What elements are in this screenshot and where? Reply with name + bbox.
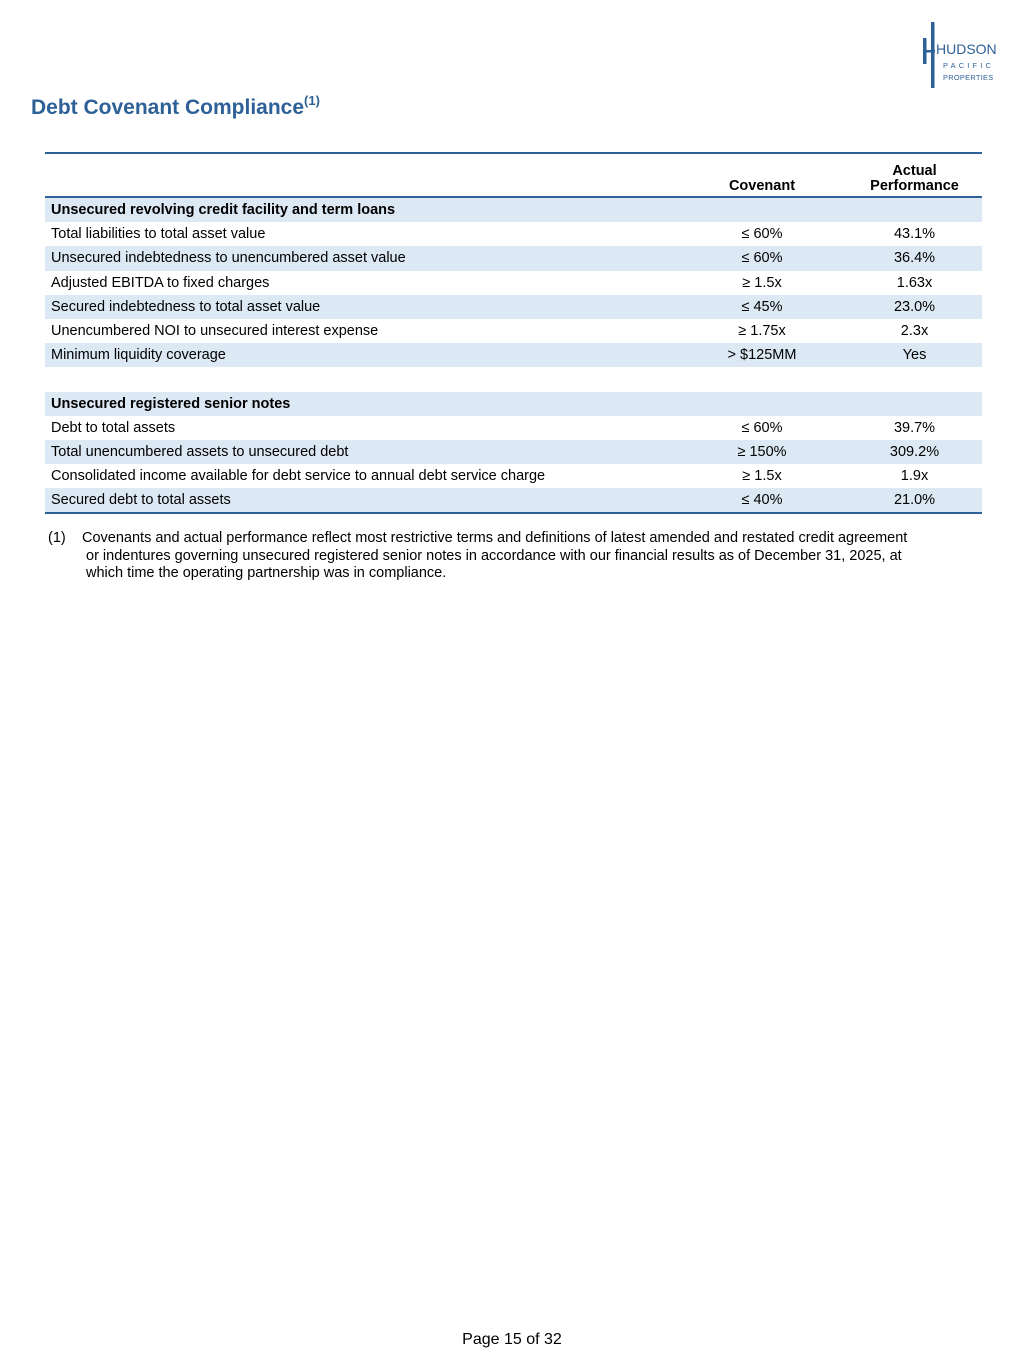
table-row: [45, 271, 982, 295]
spacer-row: [45, 367, 982, 391]
hudson-logo-mark: [914, 20, 1004, 90]
row-covenant: > $125MM: [677, 343, 847, 367]
footnote-line2: or indentures governing unsecured registered senior notes in accordance with our financial results as of December 31, 2025, at: [86, 547, 902, 564]
row-label: Unencumbered NOI to unsecured interest expense: [51, 323, 379, 340]
page-title-text: Debt Covenant Compliance: [31, 96, 305, 119]
row-label: Total liabilities to total asset value: [51, 226, 266, 243]
page-number: Page 15 of 32: [462, 1331, 562, 1348]
row-actual: 39.7%: [893, 419, 936, 436]
row-label: Adjusted EBITDA to fixed charges: [51, 274, 270, 291]
header-actual-line2: Performance: [870, 178, 959, 194]
header-actual-performance: [847, 154, 982, 197]
row-covenant: ≤ 40%: [677, 488, 847, 513]
table-row: [45, 246, 982, 270]
row-covenant: ≥ 1.5x: [742, 468, 782, 485]
table-row: [45, 440, 982, 464]
section-header-row: [45, 392, 982, 416]
row-actual: 1.9x: [900, 468, 929, 485]
row-actual: 21.0%: [847, 488, 982, 513]
row-covenant: ≥ 1.5x: [742, 274, 782, 291]
covenant-table: [45, 152, 982, 514]
footnote-line3: which time the operating partnership was in compliance.: [86, 565, 447, 581]
row-label: Unsecured indebtedness to unencumbered asset value: [45, 246, 677, 270]
row-actual: 23.0%: [847, 295, 982, 319]
row-covenant: ≥ 150%: [677, 440, 847, 464]
table-row: [45, 319, 982, 343]
footnote-number: (1): [48, 530, 66, 546]
company-logo: [914, 20, 1004, 90]
row-label: Consolidated income available for debt service to annual debt service charge: [51, 468, 546, 485]
row-label: Total unencumbered assets to unsecured debt: [45, 440, 677, 464]
row-actual: 2.3x: [900, 323, 929, 340]
table-header-row: [45, 154, 982, 197]
table-row: [45, 295, 982, 319]
logo-line2-text: PACIFIC: [943, 61, 995, 70]
row-actual: 36.4%: [847, 246, 982, 270]
footnote: [48, 530, 958, 583]
row-label: Secured debt to total assets: [45, 488, 677, 513]
row-covenant: ≤ 60%: [741, 226, 783, 243]
section-header-row: [45, 197, 982, 222]
section-title: Unsecured registered senior notes: [45, 392, 677, 416]
row-label: Debt to total assets: [51, 419, 176, 436]
header-label-cell: [45, 154, 677, 197]
row-actual: Yes: [847, 343, 982, 367]
logo-line3-text: PROPERTIES: [943, 73, 994, 82]
covenant-table-container: [45, 152, 982, 514]
footnote-line1: Covenants and actual performance reflect most restrictive terms and definitions of latest amended and restated credit agreement: [82, 530, 908, 546]
logo-brand-text: HUDSON: [936, 41, 997, 57]
table-row: [45, 343, 982, 367]
page-title: [31, 93, 320, 120]
header-actual-line1: Actual: [892, 163, 937, 179]
table-row: [45, 222, 982, 246]
row-actual: 43.1%: [893, 226, 936, 243]
section-title: Unsecured revolving credit facility and term loans: [45, 197, 677, 222]
header-covenant: Covenant: [677, 154, 847, 197]
title-footnote-ref: (1): [304, 93, 320, 108]
row-label: Minimum liquidity coverage: [45, 343, 677, 367]
table-row: [45, 464, 982, 488]
row-covenant: ≤ 60%: [741, 419, 783, 436]
row-actual: 1.63x: [896, 274, 933, 291]
row-label: Secured indebtedness to total asset value: [45, 295, 677, 319]
row-covenant: ≤ 60%: [677, 246, 847, 270]
row-actual: 309.2%: [847, 440, 982, 464]
table-row: [45, 416, 982, 440]
row-covenant: ≤ 45%: [677, 295, 847, 319]
row-covenant: ≥ 1.75x: [738, 323, 786, 340]
table-row: [45, 488, 982, 513]
